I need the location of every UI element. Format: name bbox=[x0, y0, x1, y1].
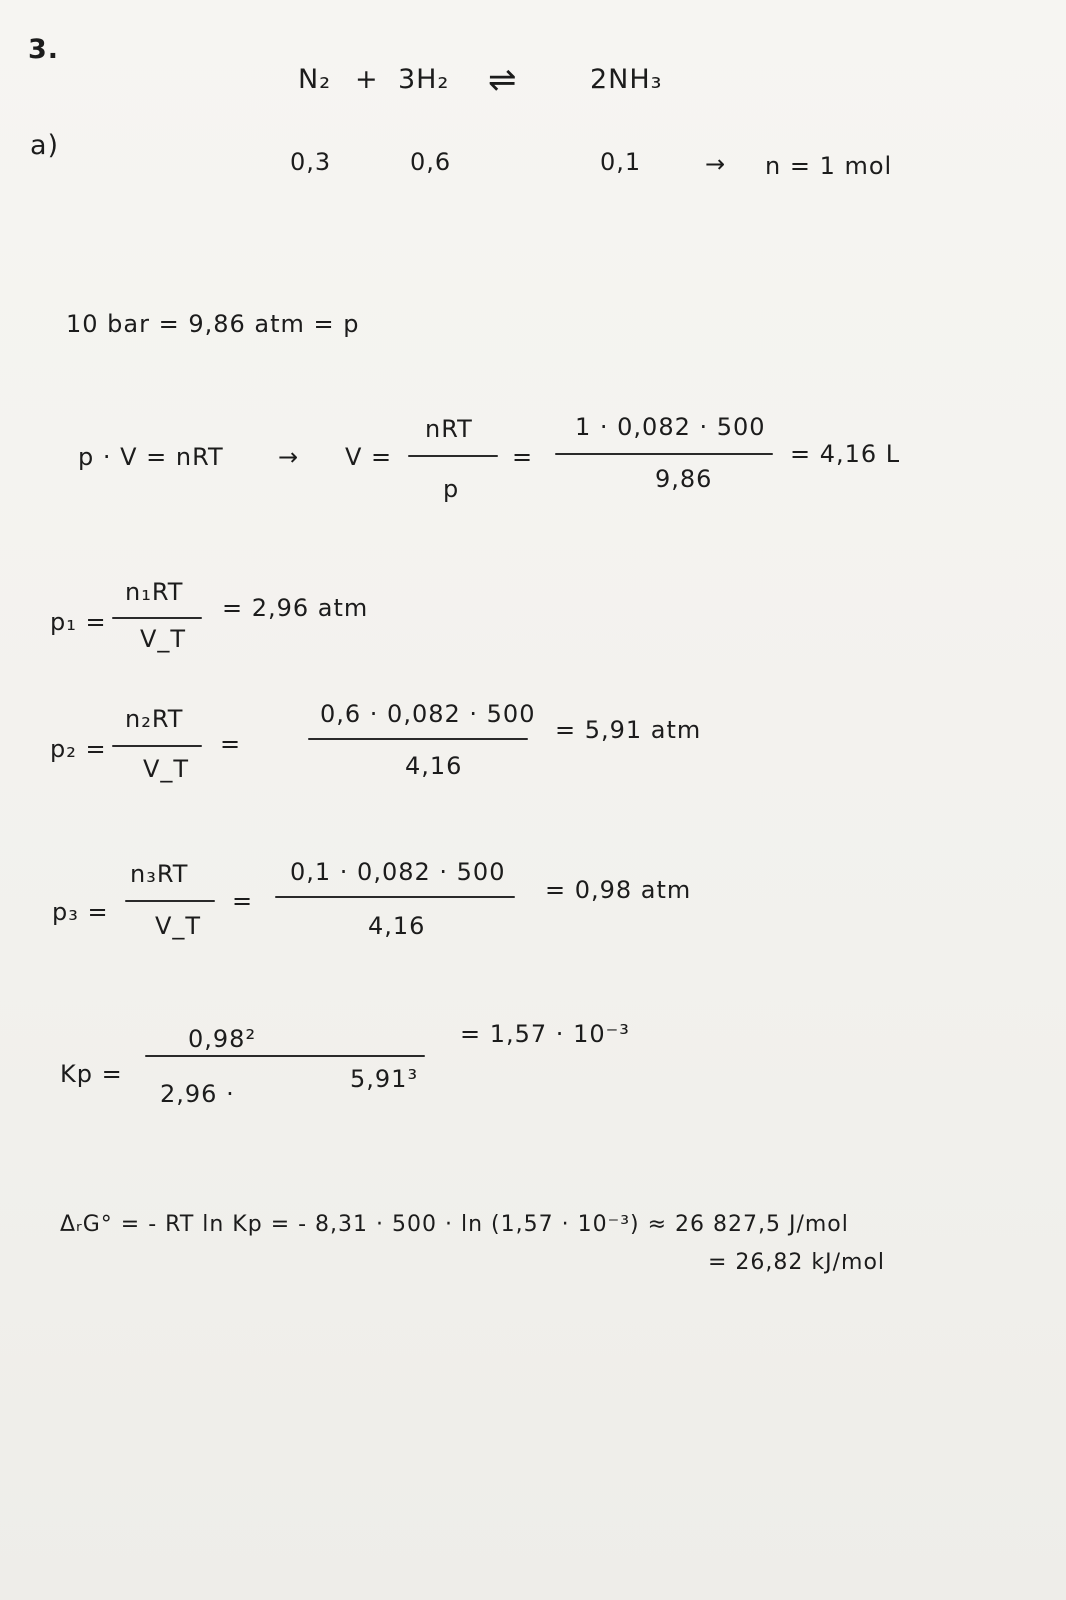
ideal-gas-law: p · V = nRT bbox=[78, 443, 224, 471]
kp-den-left: 2,96 · bbox=[160, 1080, 235, 1108]
kp-fraction-line bbox=[145, 1055, 425, 1057]
moles-n2: 0,3 bbox=[290, 148, 332, 176]
moles-h2: 0,6 bbox=[410, 148, 452, 176]
volume-denominator: p bbox=[443, 475, 460, 503]
p2-eq: = bbox=[220, 730, 242, 758]
p2-den-values: 4,16 bbox=[405, 752, 463, 780]
product-nh3: 2NH₃ bbox=[590, 64, 663, 95]
volume-fraction-line bbox=[408, 455, 498, 457]
equilibrium-arrow: ⇌ bbox=[488, 60, 518, 100]
p1-numerator: n₁RT bbox=[125, 578, 184, 606]
part-label: a) bbox=[30, 130, 60, 161]
volume-eq: V = bbox=[345, 443, 393, 471]
p2-result: = 5,91 atm bbox=[555, 716, 702, 744]
p3-fraction-line bbox=[125, 900, 215, 902]
p3-den-values: 4,16 bbox=[368, 912, 426, 940]
volume-values-fraction-line bbox=[555, 453, 773, 455]
reaction-plus: + bbox=[355, 64, 379, 95]
kp-label: Kp = bbox=[60, 1060, 123, 1088]
p3-result: = 0,98 atm bbox=[545, 876, 692, 904]
p3-label: p₃ = bbox=[52, 898, 109, 926]
moles-nh3: 0,1 bbox=[600, 148, 642, 176]
total-arrow: → bbox=[705, 150, 727, 178]
p2-label: p₂ = bbox=[50, 735, 107, 763]
p3-denominator: V_T bbox=[155, 912, 202, 940]
p3-eq: = bbox=[232, 887, 254, 915]
kp-den-right: 5,91³ bbox=[350, 1065, 419, 1093]
p1-denominator: V_T bbox=[140, 625, 187, 653]
volume-numerator: nRT bbox=[425, 415, 473, 443]
kp-numerator: 0,98² bbox=[188, 1025, 257, 1053]
p2-fraction-line bbox=[112, 745, 202, 747]
total-moles: n = 1 mol bbox=[765, 152, 893, 180]
kp-result: = 1,57 · 10⁻³ bbox=[460, 1020, 630, 1048]
p3-numerator: n₃RT bbox=[130, 860, 189, 888]
reactant-h2: 3H₂ bbox=[398, 64, 450, 95]
gibbs-line-2: = 26,82 kJ/mol bbox=[708, 1250, 886, 1275]
p1-fraction-line bbox=[112, 617, 202, 619]
p2-denominator: V_T bbox=[143, 755, 190, 783]
volume-eq1: = bbox=[512, 443, 534, 471]
p2-numerator: n₂RT bbox=[125, 705, 184, 733]
problem-number: 3. bbox=[28, 34, 60, 65]
p3-num-values: 0,1 · 0,082 · 500 bbox=[290, 858, 506, 886]
reactant-n2: N₂ bbox=[298, 64, 332, 95]
p2-values-fraction-line bbox=[308, 738, 528, 740]
volume-result: = 4,16 L bbox=[790, 440, 901, 468]
volume-den-values: 9,86 bbox=[655, 465, 713, 493]
p1-label: p₁ = bbox=[50, 608, 107, 636]
pressure-line: 10 bar = 9,86 atm = p bbox=[66, 310, 360, 338]
volume-arrow: → bbox=[278, 443, 300, 471]
gibbs-line-1: ΔᵣG° = - RT ln Kp = - 8,31 · 500 · ln (1,57 · 10⁻³) ≈ 26 827,5 J/mol bbox=[60, 1212, 849, 1237]
p3-values-fraction-line bbox=[275, 896, 515, 898]
volume-num-values: 1 · 0,082 · 500 bbox=[575, 413, 766, 441]
p2-num-values: 0,6 · 0,082 · 500 bbox=[320, 700, 536, 728]
p1-result: = 2,96 atm bbox=[222, 594, 369, 622]
